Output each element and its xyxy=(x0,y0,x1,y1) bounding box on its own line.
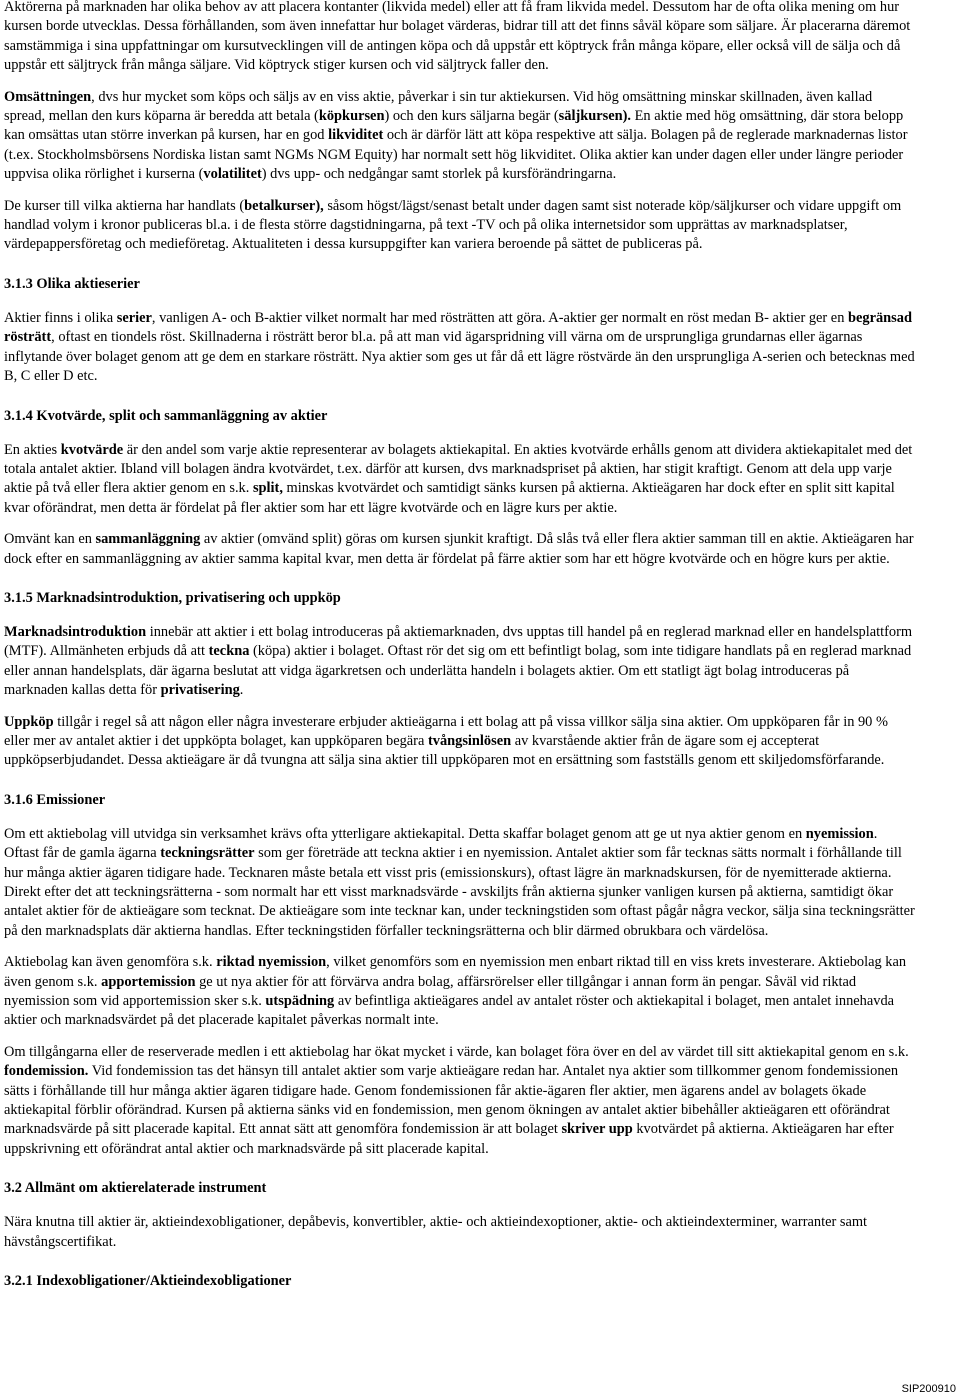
text-run: av befintliga aktieägares andel av antalet röster och aktiekapital i bolaget, men antalet innehavda aktier och marknadsvärdet på det placerade kapitalet påverkas normalt inte. xyxy=(4,993,895,1029)
bold-term: serier xyxy=(116,309,152,326)
text-run: Nära knutna till aktier är, aktieindexobligationer, depåbevis, konvertibler, aktie- och aktieindexoptioner, aktie- och aktieindexterminer, warranter samt hävstångscertifikat. xyxy=(4,1214,868,1250)
text-run: Om tillgångarna eller de reserverade medlen i ett aktiebolag har ökat mycket i värde, kan bolaget föra över en del av värdet till sitt aktiekapital genom en s.k. xyxy=(4,1043,909,1060)
text-run: ) och den kurs säljarna begär ( xyxy=(384,108,559,125)
bold-term: sammanläggning xyxy=(95,531,201,548)
paragraph xyxy=(4,953,916,1031)
text-run: , vanligen A- och B-aktier vilket normalt har med rösträtten att göra. A-aktier ger normalt en röst medan B- aktier ger en xyxy=(151,309,848,326)
bold-term: riktad nyemission xyxy=(216,954,327,971)
text-run: av aktier (omvänd split) göras om kursen sjunkit kraftigt. Då slås två eller flera aktier samman till en aktie. Aktieägaren har dock efter en sammanläggning av aktier samma kapital kvar, men detta är fördelat på färre aktier som har ett högre kvotvärde och en högre kurs per aktie. xyxy=(4,531,914,567)
bold-term: betalkurser), xyxy=(244,197,324,214)
bold-term: fondemission. xyxy=(4,1063,89,1080)
bold-term: Uppköp xyxy=(4,713,54,730)
bold-term: köpkursen xyxy=(318,108,385,125)
paragraph xyxy=(4,197,916,255)
section-heading: 3.1.3 Olika aktieserier xyxy=(4,275,140,292)
text-run: . Oftast får de gamla ägarna xyxy=(4,825,878,862)
section-heading: 3.2 Allmänt om aktierelaterade instrument xyxy=(4,1180,267,1197)
text-run: som ger företräde att teckna aktier i en nyemission. Antalet aktier som får tecknas sätts normalt i förhållande till hur många aktier ägaren tidigare hade. Tecknaren måste betala ett visst pris (emissionskurs), oftast lägre än marknadskursen, för de nyemitterade aktierna. Direkt efter det att teckningsrätterna - som normalt har ett visst marknadsvärde - avskiljts från aktierna sjunker vanligen kursen på aktierna, samtidigt ökar antalet aktier för de aktieägare som tecknat. De aktieägare som inte tecknar kan, under teckningstiden som oftast pågår några veckor, sälja sina teckningsrätter på den marknadsplats där aktierna handlas. Efter teckningstiden förfaller teckningsrätterna och blir därmed obrukbara och värdelösa. xyxy=(4,845,915,939)
text-run: De kurser till vilka aktierna har handlats ( xyxy=(4,197,245,214)
bold-term: split, xyxy=(252,480,283,497)
paragraph xyxy=(4,309,916,387)
document-code-footer: SIP200910 xyxy=(901,1383,956,1395)
section-heading: 3.1.5 Marknadsintroduktion, privatisering och uppköp xyxy=(4,589,341,606)
text-run: minskas kvotvärdet och samtidigt sänks kursen på aktierna. Aktieägaren har dock efter en split sitt kapital kvar oförändrat, men detta är fördelat på fler aktier som har ett lägre kvotvärde och en lägre kurs per aktie. xyxy=(4,480,895,516)
bold-term: apportemission xyxy=(101,973,196,990)
text-run: av kvarstående aktier från de ägare som ej accepterat uppköpserbjudandet. Dessa aktieägare är då tvungna att sälja sina aktier till uppköparen mot en ersättning som fastställs genom ett skiljedomsförfarande. xyxy=(4,732,885,769)
text-run: ) dvs upp- och nedgångar samt storlek på kursförändringarna. xyxy=(261,166,617,183)
section-heading: 3.1.4 Kvotvärde, split och sammanläggning av aktier xyxy=(4,407,328,424)
section-heading: 3.1.6 Emissioner xyxy=(4,791,106,808)
paragraph xyxy=(4,530,916,569)
text-run: En aktie med hög omsättning, där stora belopp kan omsättas utan större inverkan på kursen, har en god xyxy=(4,108,904,144)
text-run: är den andel som varje aktie representerar av bolagets aktiekapital. En akties kvotvärde erhålls genom att dividera aktiekapitalet med det totala antalet aktier. Ibland vill bolagen ändra kvotvärdet, t.ex. därför att kursen, dvs marknadspriset på aktien, har stigit kraftigt. Genom att dela upp varje aktie på två eller flera aktier genom en s.k. xyxy=(4,441,913,497)
text-run: Aktörerna på marknaden har olika behov av att placera kontanter (likvida medel) eller att få fram likvida medel. Dessutom har de ofta olika mening om hur kursen borde utvecklas. Dessa förhållanden, som även innefattar hur bolaget värderas, bidrar till att det finns såväl köpare som säljare. Är placerarna däremot samstämmiga i sina uppfattningar om kursutvecklingen vill de antingen köpa och då uppstår ett köptryck från många köpare, eller också vill de sälja och då uppstår ett säljtryck från många säljare. Vid köptryck stiger kursen och vid säljtryck faller den. xyxy=(4,0,911,74)
bold-term: utspädning xyxy=(265,993,335,1010)
text-run: tillgår i regel så att någon eller några investerare erbjuder aktieägarna i ett bolag att på vissa villkor sälja sina aktier. Om uppköparen får in 90 % eller mer av antalet aktier i det uppköpta bolaget, kan uppköparen begära xyxy=(4,713,888,749)
text-run: Om ett aktiebolag vill utvidga sin verksamhet krävs ofta ytterligare aktiekapital. Detta skaffar bolaget genom att ge ut nya aktier genom en xyxy=(4,825,806,842)
bold-term: teckna xyxy=(208,643,250,660)
paragraph xyxy=(4,825,916,941)
paragraph xyxy=(4,441,916,519)
text-run: kvotvärdet på aktierna. Aktieägaren har efter uppskrivning ett oförändrat antal aktier och marknadsvärde på sitt placerade kapital. xyxy=(4,1121,894,1157)
section-heading: 3.2.1 Indexobligationer/Aktieindexobligationer xyxy=(4,1273,292,1290)
text-run: En akties xyxy=(4,441,61,458)
paragraph xyxy=(4,88,916,185)
paragraph xyxy=(4,1213,916,1252)
bold-term: privatisering xyxy=(160,682,240,699)
text-run: , vilket genomförs som en nyemission men enbart riktad till en viss krets investerare. Aktiebolag kan även genom s.k. xyxy=(4,954,907,990)
paragraph xyxy=(4,713,916,771)
text-run: ge ut nya aktier för att förvärva andra bolag, affärsrörelser eller tillgångar i annan form än pengar. Såväl vid riktad nyemission som vid apportemission sker s.k. xyxy=(4,973,857,1010)
bold-term: nyemission xyxy=(805,825,874,842)
paragraph xyxy=(4,623,916,701)
text-run: Vid fondemission tas det hänsyn till antalet aktier som varje aktieägare redan har. Antalet nya aktier som tillkommer genom fondemissionen sätts i förhållande till hur många aktier ägaren tidigare hade. Genom fondemissionen får aktie-ägaren fler aktier, men ägarens andel av bolagets ökade aktiekapital förblir oförändrad. Kursen på aktierna sänks vid en fondemission, men genom ökningen av antalet aktier bibehåller aktieägaren ett oförändrat marknadsvärde på sitt placerade kapital. Ett annat sätt att genomföra fondemission är att bolaget xyxy=(4,1063,899,1138)
bold-term: begränsad rösträtt xyxy=(4,309,912,346)
text-run: Omvänt kan en xyxy=(4,531,96,548)
bold-term: tvångsinlösen xyxy=(427,732,512,749)
bold-term: likviditet xyxy=(328,127,384,144)
text-run: innebär att aktier i ett bolag introduceras på aktiemarknaden, dvs upptas till handel på en reglerad marknad eller en handelsplattform (MTF). Allmänheten erbjuds då att xyxy=(4,623,913,660)
bold-term: volatilitet xyxy=(203,166,262,183)
bold-term: säljkursen). xyxy=(558,108,632,125)
bold-term: Omsättningen xyxy=(4,88,92,105)
bold-term: kvotvärde xyxy=(60,441,124,458)
text-run: Aktier finns i olika xyxy=(4,309,117,326)
text-run: såsom högst/lägst/senast betalt under dagen samt sist noterade köp/säljkurser och vidare uppgift om handlad volym i kronor publiceras bl.a. i de flesta större dagstidningarna, på text -TV och på olika internetsidor som upprättas av marknadsplatser, värdepappersföretag och medieföretag. Aktualiteten i dessa kursuppgifter kan variera beroende på sättet de publiceras på. xyxy=(4,197,902,253)
text-run: , dvs hur mycket som köps och säljs av en viss aktie, påverkar i sin tur aktiekursen. Vid hög omsättning minskar skillnaden, även kallad spread, mellan den kurs köparna är beredda att betala ( xyxy=(4,88,873,125)
bold-term: teckningsrätter xyxy=(160,845,255,862)
paragraph xyxy=(4,1043,916,1159)
document-page xyxy=(4,0,916,1306)
text-run: Aktiebolag kan även genomföra s.k. xyxy=(4,954,217,971)
bold-term: skriver upp xyxy=(561,1121,633,1138)
text-run: , oftast en tiondels röst. Skillnaderna i rösträtt beror bl.a. på att man vid ägarspridning vill värna om de ursprungliga grundarnas eller ägarnas inflytande över bolaget genom att ge dem en starkare rösträtt. Nya aktier som ges ut får då ett lägre röstvärde än den ursprungliga A-serien och betecknas med B, C eller D etc. xyxy=(4,329,915,385)
text-run: . xyxy=(239,682,244,699)
bold-term: Marknadsintroduktion xyxy=(4,623,147,640)
text-run: (köpa) aktier i bolaget. Oftast rör det sig om ett befintligt bolag, som inte tidigare handlats på en reglerad marknad eller annan handelsplats, där ägarna beslutat att vidga ägarkretsen och underlätta handeln i bolagets aktier. Om ett statligt ägt bolag introduceras på marknaden kallas detta för xyxy=(4,643,912,699)
paragraph xyxy=(4,0,916,76)
text-run: och är därför lätt att köpa respektive att sälja. Bolagen på de reglerade marknadernas listor (t.ex. Stockholmsbörsens Nordiska listan samt NGMs NGM Equity) har normalt sett hög likviditet. Olika aktier kan under dagen eller under längre perioder uppvisa olika rörlighet i kurserna ( xyxy=(4,127,908,183)
